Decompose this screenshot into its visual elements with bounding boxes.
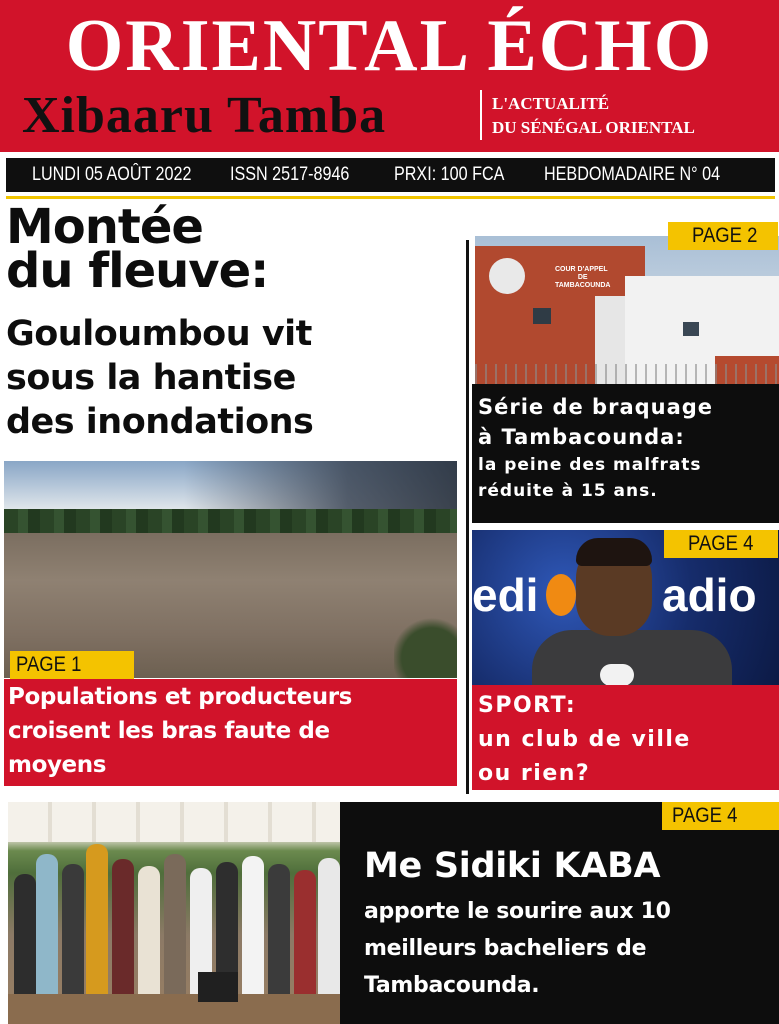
subheadline-line-3: des inondations — [6, 402, 314, 442]
section-divider — [0, 794, 779, 796]
issue-date: LUNDI 05 AOÛT 2022 — [32, 164, 192, 185]
window — [683, 322, 699, 336]
round-window — [489, 258, 525, 294]
headline-line-1: Montée — [6, 199, 203, 255]
window — [533, 308, 551, 324]
newspaper-subtitle: Xibaaru Tamba — [22, 87, 387, 144]
page-tag-1[interactable]: PAGE 1 — [10, 651, 134, 679]
headline-line-2: du fleuve: — [6, 243, 269, 299]
person — [294, 870, 316, 994]
tagline-divider — [480, 90, 482, 140]
tagline-line-1: L'ACTUALITÉ — [492, 94, 610, 113]
bush — [394, 611, 457, 678]
tagline-line-2: DU SÉNÉGAL ORIENTAL — [492, 118, 695, 137]
tent-canopy — [8, 802, 340, 842]
story-2-line-3: la peine des malfrats — [478, 455, 702, 475]
river-photo[interactable] — [4, 461, 457, 678]
microphone-icon — [600, 664, 634, 685]
newspaper-title: ORIENTAL ÉCHO — [65, 5, 714, 87]
page-tag-4b[interactable]: PAGE 4 — [662, 802, 779, 830]
railing — [475, 364, 779, 384]
person — [86, 844, 108, 994]
subheadline-line-2: sous la hantise — [6, 358, 296, 398]
story-3-line-3: ou rien? — [478, 761, 591, 786]
courthouse-sign: COUR D'APPEL DE TAMBACOUNDA — [555, 266, 611, 289]
subheadline-line-1: Gouloumbou vit — [6, 314, 312, 354]
person — [164, 854, 186, 994]
caption-line-2: croisent les bras faute de — [8, 718, 330, 744]
price: PRXI: 100 FCA — [394, 164, 505, 185]
person — [112, 859, 134, 994]
page-tag-4a[interactable]: PAGE 4 — [664, 530, 778, 558]
person — [138, 866, 160, 994]
caption-line-3: moyens — [8, 752, 107, 778]
camera-icon — [198, 972, 238, 1002]
page-tag-2[interactable]: PAGE 2 — [668, 222, 778, 250]
courthouse-photo[interactable] — [475, 236, 779, 384]
story-3-line-1: SPORT: — [478, 693, 577, 718]
story-2-line-2: à Tambacounda: — [478, 425, 685, 449]
main-subheadline[interactable] — [6, 312, 313, 444]
radio-logo-left: edi — [472, 569, 539, 621]
story-2-line-1: Série de braquage — [478, 395, 714, 419]
story-4-text[interactable] — [364, 893, 671, 1004]
story-4-name[interactable]: Me Sidiki KABA — [364, 846, 661, 886]
person — [268, 864, 290, 994]
person — [36, 854, 58, 994]
tagline — [492, 92, 695, 140]
person — [318, 858, 340, 994]
ground — [8, 994, 340, 1024]
clouds — [184, 461, 457, 511]
person — [14, 874, 36, 994]
radio-logo-circle — [546, 574, 576, 616]
main-headline[interactable] — [6, 199, 269, 299]
info-bar — [6, 158, 775, 192]
caption-line-1: Populations et producteurs — [8, 684, 352, 710]
story-4-line-1: apporte le sourire aux 10 — [364, 899, 671, 924]
story-4-line-3: Tambacounda. — [364, 973, 540, 998]
story-3-text[interactable] — [478, 689, 691, 791]
story-2-line-4: réduite à 15 ans. — [478, 481, 658, 501]
person-hair — [576, 538, 652, 566]
story-3-line-2: un club de ville — [478, 727, 691, 752]
person — [62, 864, 84, 994]
ceremony-photo[interactable] — [8, 802, 340, 1024]
story-4-line-2: meilleurs bacheliers de — [364, 936, 647, 961]
person — [242, 856, 264, 994]
issn: ISSN 2517-8946 — [230, 164, 350, 185]
column-separator — [466, 240, 469, 794]
issue-number: HEBDOMADAIRE N° 04 — [544, 164, 721, 185]
radio-logo-right: adio — [662, 569, 757, 621]
main-caption — [8, 680, 352, 782]
story-2-text[interactable] — [478, 392, 713, 504]
treeline — [4, 509, 457, 533]
